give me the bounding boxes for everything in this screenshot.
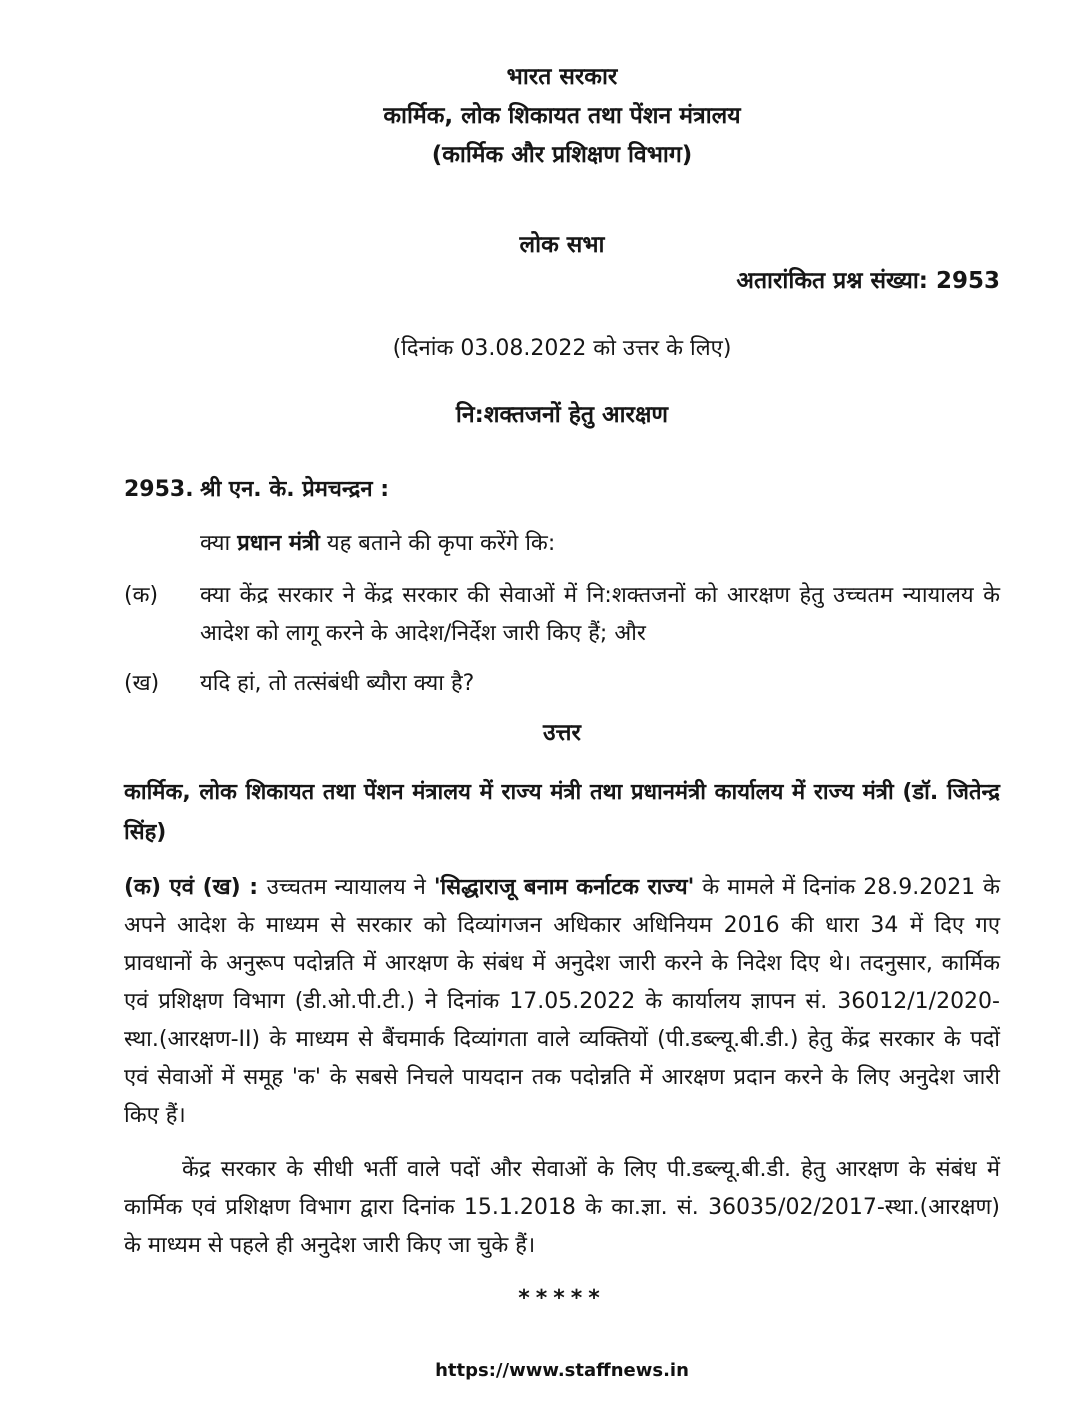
answer-heading: उत्तर	[543, 720, 581, 746]
department-title: (कार्मिक और प्रशिक्षण विभाग)	[431, 142, 693, 168]
question-intro	[124, 525, 1000, 563]
answer-text-before-case: उच्चतम न्यायालय ने	[266, 875, 434, 900]
answer-paragraph-1	[124, 869, 1000, 1135]
government-title: भारत सरकार	[506, 64, 618, 90]
end-of-document-separator: *****	[518, 1286, 606, 1311]
question-part-b	[124, 665, 1000, 703]
part-b-text: यदि हां, तो तत्संबंधी ब्यौरा क्या है?	[200, 671, 475, 696]
answer-date-line: (दिनांक 03.08.2022 को उत्तर के लिए)	[392, 336, 732, 361]
subject-title: नि:शक्तजनों हेतु आरक्षण	[455, 402, 669, 428]
answer-text-after-case: के मामले में दिनांक 28.9.2021 के अपने आदेश के माध्यम से सरकार को दिव्यांगजन अधिकार अधिनियम 2016 की धारा 34 में दिए गए प्रावधानों के अनुरूप पदोन्नति में आरक्षण के संबंध में अनुदेश जारी करने के निदेश दिए थे। तदनुसार, कार्मिक एवं प्रशिक्षण विभाग (डी.ओ.पी.टी.) ने दिनांक 17.05.2022 के कार्यालय ज्ञापन सं. 36012/1/2020-स्था.(आरक्षण-II) के माध्यम से बैंचमार्क दिव्यांगता वाले व्यक्तियों (पी.डब्ल्यू.बी.डी.) हेतु केंद्र सरकार के पदों एवं सेवाओं में समूह 'क' के सबसे निचले पायदान तक पदोन्नति में आरक्षण प्रदान करने के लिए अनुदेश जारी किए हैं।	[124, 875, 1001, 1128]
question-number: 2953.	[124, 477, 194, 502]
intro-suffix: यह बताने की कृपा करेंगे कि:	[319, 531, 556, 556]
source-watermark-link: https://www.staffnews.in	[435, 1360, 689, 1381]
house-title: लोक सभा	[519, 232, 605, 258]
part-b-label: (ख)	[124, 671, 160, 696]
part-a-text: क्या केंद्र सरकार ने केंद्र सरकार की सेवाओं में नि:शक्तजनों को आरक्षण हेतु उच्चतम न्यायालय के आदेश को लागू करने के आदेश/निर्देश जारी किए हैं; और	[200, 583, 1000, 646]
intro-prefix: क्या	[200, 531, 238, 556]
minister-name: प्रधान मंत्री	[237, 531, 320, 556]
answered-by-line: कार्मिक, लोक शिकायत तथा पेंशन मंत्रालय में राज्य मंत्री तथा प्रधानमंत्री कार्यालय में राज्य मंत्री (डॉ. जितेन्द्र सिंह)	[124, 780, 1000, 845]
answer-paragraph-2: केंद्र सरकार के सीधी भर्ती वाले पदों और सेवाओं के लिए पी.डब्ल्यू.बी.डी. हेतु आरक्षण के संबंध में कार्मिक एवं प्रशिक्षण विभाग द्वारा दिनांक 15.1.2018 के का.ज्ञा. सं. 36035/02/2017-स्था.(आरक्षण) के माध्यम से पहले ही अनुदेश जारी किए जा चुके हैं।	[124, 1157, 1000, 1258]
part-a-label: (क)	[124, 583, 159, 608]
ministry-title: कार्मिक, लोक शिकायत तथा पेंशन मंत्रालय	[383, 103, 741, 129]
question-member-line	[124, 471, 1000, 509]
question-member-name: श्री एन. के. प्रेमचन्द्रन :	[200, 477, 390, 502]
question-part-a	[124, 577, 1000, 653]
court-case-name: 'सिद्धाराजू बनाम कर्नाटक राज्य'	[433, 875, 695, 900]
question-type-number-line: अतारांकित प्रश्न संख्या: 2953	[736, 268, 1000, 294]
answer-parts-label: (क) एवं (ख) :	[124, 875, 267, 900]
